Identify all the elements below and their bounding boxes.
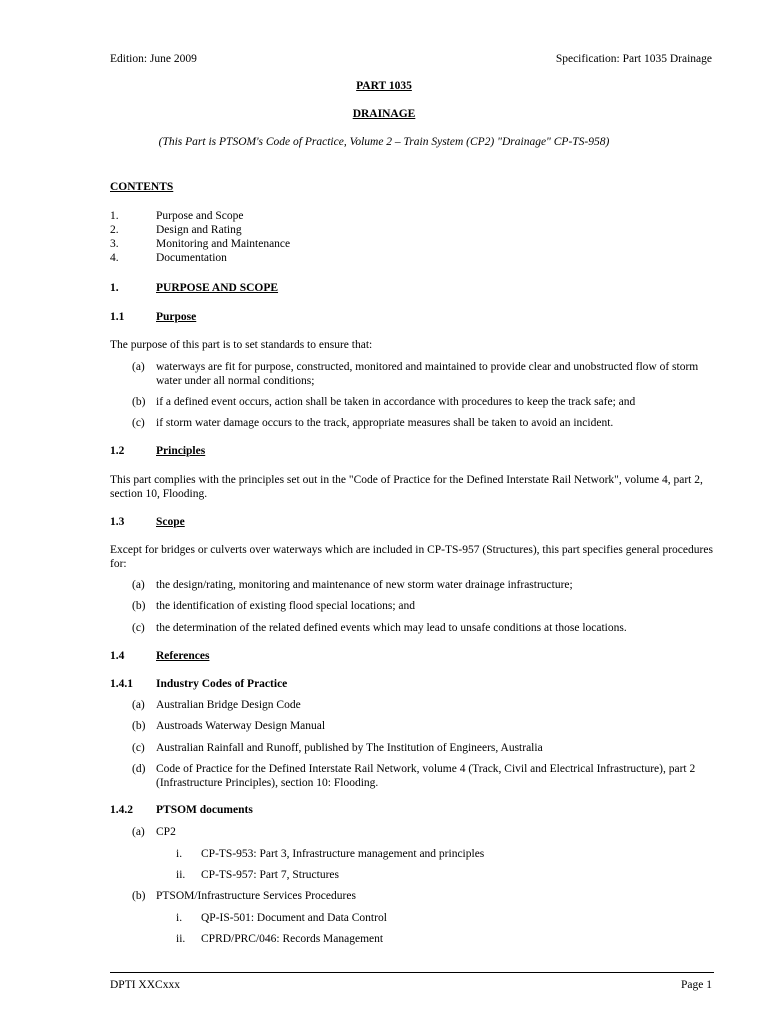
part-title: DRAINAGE bbox=[352, 108, 416, 120]
roman-marker: ii. bbox=[176, 933, 186, 945]
list-item: if a defined event occurs, action shall be taken in accordance with procedures to keep the track safe; and bbox=[156, 396, 636, 408]
subsection-number: 1.3 bbox=[110, 516, 125, 528]
list-item: if storm water damage occurs to the track, appropriate measures shall be taken to avoid an incident. bbox=[156, 417, 614, 429]
contents-item-label: Monitoring and Maintenance bbox=[156, 238, 291, 250]
reference-item: Code of Practice for the Defined Interstate Rail Network, volume 4 (Track, Civil and Electrical Infrastructure), part 2 (Infrastructure Principles), section 10: Flooding. bbox=[156, 763, 696, 789]
contents-item-number: 4. bbox=[110, 252, 119, 264]
subsection-number: 1.1 bbox=[110, 311, 125, 323]
contents-item-number: 1. bbox=[110, 210, 119, 222]
reference-item: Australian Rainfall and Runoff, published by The Institution of Engineers, Australia bbox=[156, 742, 543, 754]
principles-body: This part complies with the principles set out in the "Code of Practice for the Defined Interstate Rail Network", volume 4, part 2, section 10, Flooding. bbox=[110, 474, 703, 500]
subsection-number: 1.4 bbox=[110, 650, 125, 662]
list-marker: (d) bbox=[132, 763, 146, 775]
contents-item-label: Design and Rating bbox=[156, 224, 242, 236]
reference-item: CP-TS-957: Part 7, Structures bbox=[201, 869, 339, 881]
list-item: the design/rating, monitoring and maintenance of new storm water drainage infrastructure; bbox=[156, 579, 573, 591]
reference-item: Austroads Waterway Design Manual bbox=[156, 720, 326, 732]
footer-divider bbox=[110, 972, 714, 973]
reference-item: CPRD/PRC/046: Records Management bbox=[201, 933, 384, 945]
subsubsection-title: Industry Codes of Practice bbox=[156, 678, 288, 690]
list-item: the identification of existing flood special locations; and bbox=[156, 600, 416, 612]
reference-group: CP2 bbox=[156, 826, 176, 838]
reference-item: Australian Bridge Design Code bbox=[156, 699, 301, 711]
list-marker: (b) bbox=[132, 600, 146, 612]
list-marker: (a) bbox=[132, 579, 145, 591]
header-edition: Edition: June 2009 bbox=[110, 53, 197, 65]
subsection-title: Scope bbox=[156, 516, 185, 528]
subsubsection-title: PTSOM documents bbox=[156, 804, 253, 816]
contents-item-number: 3. bbox=[110, 238, 119, 250]
subsubsection-number: 1.4.2 bbox=[110, 804, 133, 816]
contents-item-number: 2. bbox=[110, 224, 119, 236]
section-number: 1. bbox=[110, 282, 119, 294]
subsubsection-number: 1.4.1 bbox=[110, 678, 133, 690]
list-item: waterways are fit for purpose, constructed, monitored and maintained to provide clear and unobstructed flow of storm water under all normal conditions; bbox=[156, 361, 699, 387]
scope-body: Except for bridges or culverts over waterways which are included in CP-TS-957 (Structures), this part specifies general procedures for: bbox=[110, 544, 713, 570]
part-number: PART 1035 bbox=[356, 80, 412, 92]
contents-item-label: Purpose and Scope bbox=[156, 210, 244, 222]
list-marker: (c) bbox=[132, 742, 145, 754]
list-marker: (b) bbox=[132, 890, 146, 902]
contents-item-label: Documentation bbox=[156, 252, 227, 264]
list-marker: (a) bbox=[132, 699, 145, 711]
list-marker: (c) bbox=[132, 622, 145, 634]
list-item: the determination of the related defined events which may lead to unsafe conditions at those locations. bbox=[156, 622, 627, 634]
section-title: PURPOSE AND SCOPE bbox=[156, 282, 279, 294]
footer-document-id: DPTI XXCxxx bbox=[110, 979, 180, 991]
roman-marker: ii. bbox=[176, 869, 186, 881]
part-subtitle: (This Part is PTSOM's Code of Practice, Volume 2 – Train System (CP2) "Drainage" CP-TS-958) bbox=[158, 136, 610, 148]
subsection-title: Principles bbox=[156, 445, 206, 457]
list-marker: (a) bbox=[132, 826, 145, 838]
roman-marker: i. bbox=[176, 912, 183, 924]
contents-heading: CONTENTS bbox=[110, 181, 174, 193]
subsection-title: Purpose bbox=[156, 311, 197, 323]
reference-item: CP-TS-953: Part 3, Infrastructure management and principles bbox=[201, 848, 485, 860]
reference-group: PTSOM/Infrastructure Services Procedures bbox=[156, 890, 356, 902]
list-marker: (a) bbox=[132, 361, 145, 373]
reference-item: QP-IS-501: Document and Data Control bbox=[201, 912, 387, 924]
list-marker: (b) bbox=[132, 396, 146, 408]
roman-marker: i. bbox=[176, 848, 183, 860]
list-marker: (b) bbox=[132, 720, 146, 732]
subsection-number: 1.2 bbox=[110, 445, 125, 457]
header-specification: Specification: Part 1035 Drainage bbox=[555, 53, 712, 65]
list-marker: (c) bbox=[132, 417, 145, 429]
subsection-title: References bbox=[156, 650, 210, 662]
footer-page-number: Page 1 bbox=[681, 979, 712, 991]
purpose-intro: The purpose of this part is to set standards to ensure that: bbox=[110, 339, 373, 351]
